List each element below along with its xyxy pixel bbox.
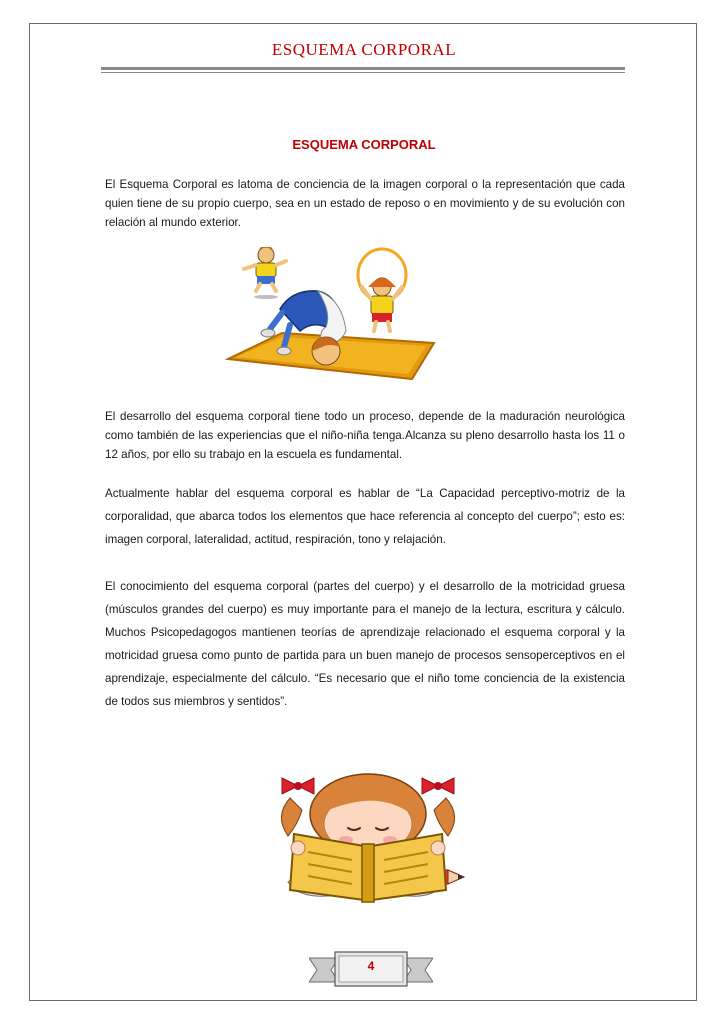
jumping-child-icon — [244, 247, 286, 299]
paragraph-development: El desarrollo del esquema corporal tiene todo un proceso, depende de la maduración neurológica como también de las experiencias que el niño-niña tenga.Alcanza su pleno desarrollo hasta los 11 o 12 años, por ello su trabajo en la escuela es fundamental. — [105, 410, 625, 461]
paragraph-definition: El Esquema Corporal es latoma de conciencia de la imagen corporal o la representación que cada quien tiene de su propio cuerpo, sea en un estado de reposo o en movimiento y de su evolución con relación al mundo exterior. — [105, 178, 625, 229]
header-title: ESQUEMA CORPORAL — [271, 40, 457, 59]
paragraph-knowledge: El conocimiento del esquema corporal (partes del cuerpo) y el desarrollo de la motricidad gruesa (músculos grandes del cuerpo) es muy importante para el manejo de la lectura, escritura y cálculo. Muchos Psicopedagogos mantienen teorías de aprendizaje relacionado el esquema corporal y la motricidad gruesa como punto de partida para un buen manejo de procesos sensoperceptivos en el aprendizaje, especialmente del cálculo. “Es necesario que el niño tome conciencia de la existencia de todos sus miembros y sentidos”. — [105, 580, 625, 708]
girl-reading-illustration — [268, 762, 468, 908]
section-title: ESQUEMA CORPORAL — [292, 137, 436, 152]
book-icon — [290, 834, 446, 902]
header-rule — [101, 67, 625, 70]
header-rule-thin — [101, 72, 625, 73]
paragraph-capacity: Actualmente hablar del esquema corporal es hablar de “La Capacidad perceptivo-motriz de la corporalidad, que abarca todos los elementos que hace referencia al concepto del cuerpo”; esto es: imagen corporal, lateralidad, actitud, respiración, tono y relajación. — [105, 487, 625, 546]
page-number: 4 — [367, 959, 375, 973]
bow-icon — [282, 778, 314, 794]
children-exercising-illustration — [222, 247, 438, 385]
hoop-girl-icon — [358, 249, 406, 331]
bow-icon — [422, 778, 454, 794]
